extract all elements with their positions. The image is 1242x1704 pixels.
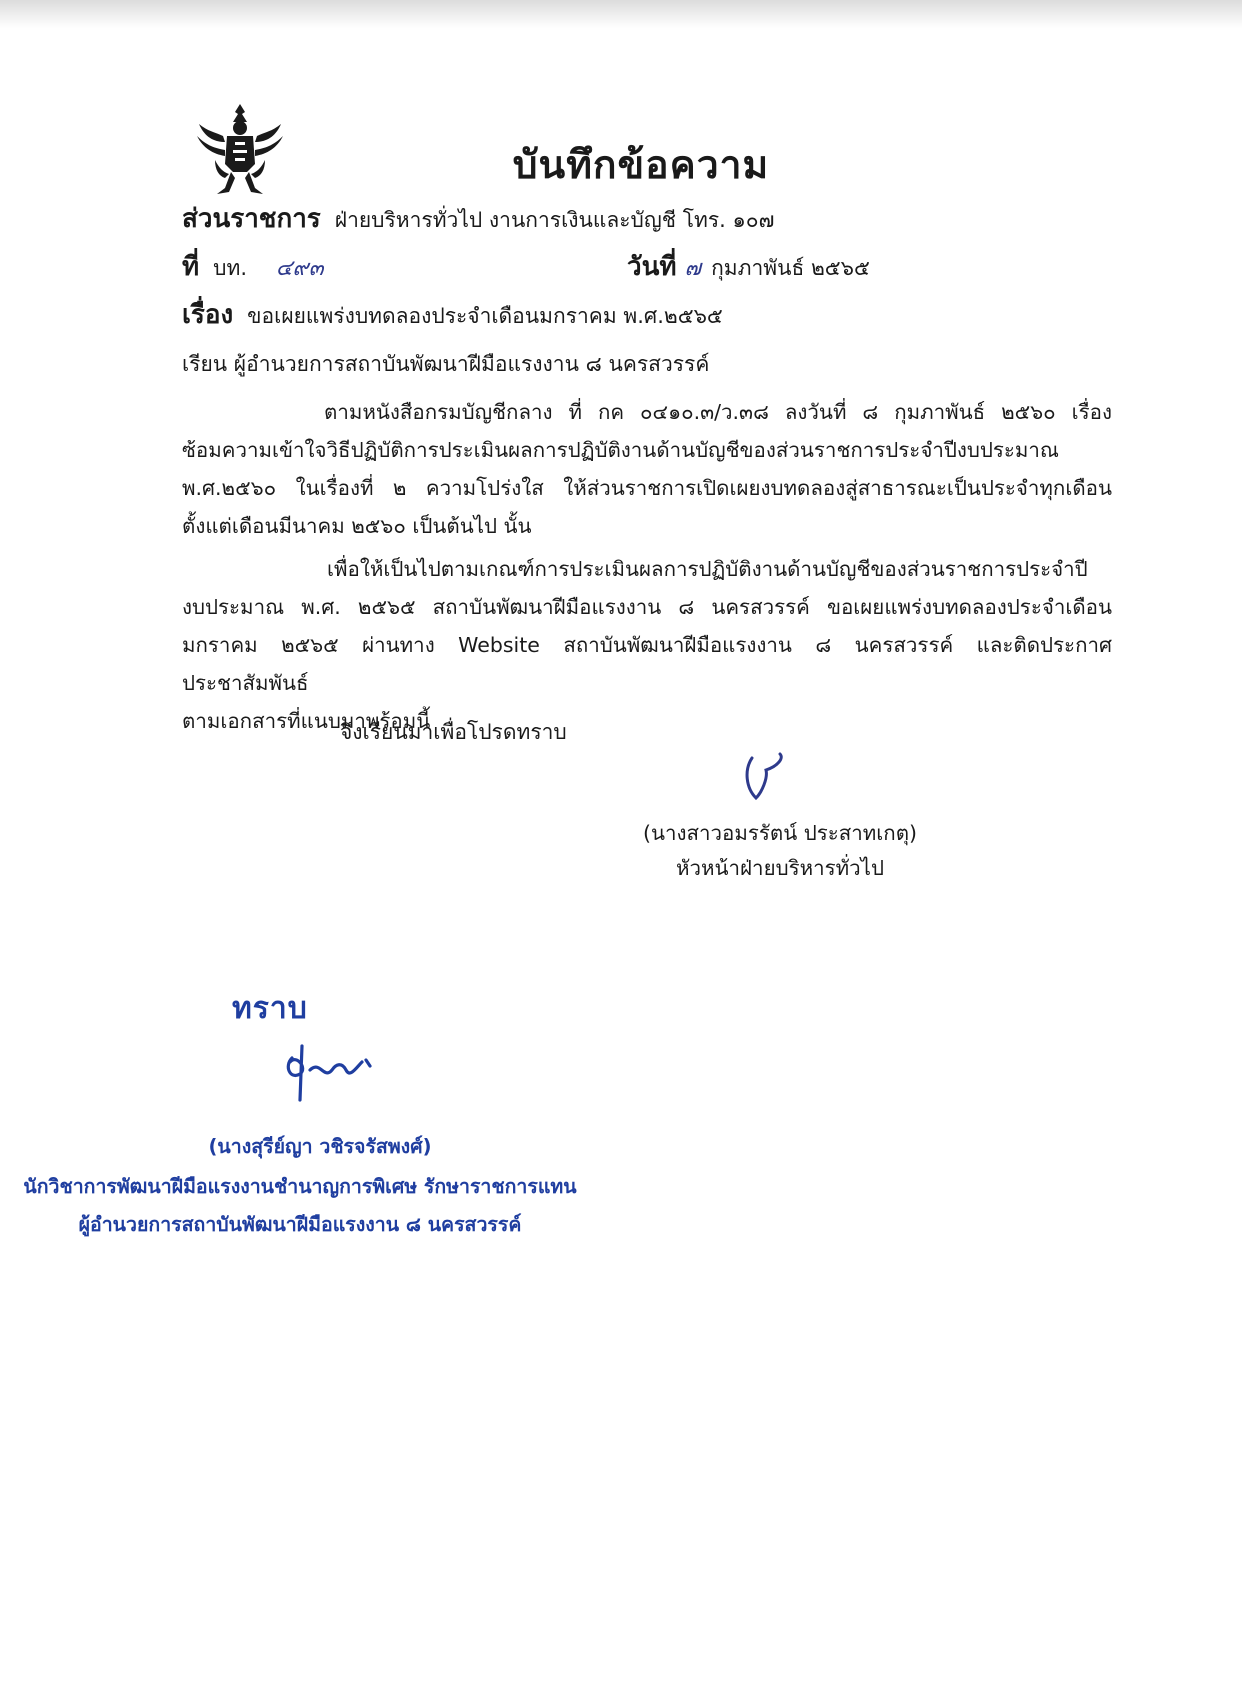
date-day-handwritten: ๗ [684,256,702,281]
agency-row [182,198,774,239]
subject-row [182,294,723,335]
memo-title: บันทึกข้อความ [512,143,770,188]
subject-label: เรื่อง [182,300,234,330]
body-paragraph-2 [182,550,1112,740]
signer-position: หัวหน้าฝ่ายบริหารทั่วไป [675,856,884,880]
reference-number-handwritten: ๔๙๓ [275,256,324,281]
paragraph-line: พ.ศ.๒๕๖๐ ในเรื่องที่ ๒ ความโปร่งใส ให้ส่วนราชการเปิดเผยงบทดลองสู่สาธารณะเป็นประจำทุกเดือน [182,476,1112,500]
subject-value: ขอเผยแพร่งบทดลองประจำเดือนมกราคม พ.ศ.๒๕๖๕ [247,304,723,328]
salutation: เรียน ผู้อำนวยการสถาบันพัฒนาฝีมือแรงงาน ๘ นครสวรรค์ [182,352,710,376]
date-label: วันที่ [627,252,677,282]
scan-edge-shadow [0,0,1242,28]
signer-name: (นางสาวอมรรัตน์ ประสาทเกตุ) [642,821,918,845]
paragraph-line: ตั้งแต่เดือนมีนาคม ๒๕๖๐ เป็นต้นไป นั้น [182,514,532,538]
acknowledger-position-2: ผู้อำนวยการสถาบันพัฒนาฝีมือแรงงาน ๘ นครสวรรค์ [78,1213,522,1236]
reference-row [182,246,324,287]
paragraph-line: ตามหนังสือกรมบัญชีกลาง ที่ กค ๐๔๑๐.๓/ว.๓๘ ลงวันที่ ๘ กุมภาพันธ์ ๒๕๖๐ เรื่อง [324,400,1112,424]
reference-prefix: บท. [213,256,247,280]
signer-block [590,816,970,886]
date-row [627,246,870,287]
paragraph-line: ซ้อมความเข้าใจวิธีปฏิบัติการประเมินผลการปฏิบัติงานด้านบัญชีของส่วนราชการประจำปีงบประมาณ [182,438,1059,462]
paragraph-line: มกราคม ๒๕๖๕ ผ่านทาง Website สถาบันพัฒนาฝีมือแรงงาน ๘ นครสวรรค์ และติดประกาศประชาสัมพันธ์ [182,633,1112,695]
agency-label: ส่วนราชการ [182,204,321,234]
paragraph-line: ตามเอกสารที่แนบมาพร้อมนี้ [182,709,431,733]
director-signature [280,1040,376,1110]
paragraph-line: งบประมาณ พ.ศ. ๒๕๖๕ สถาบันพัฒนาฝีมือแรงงาน ๘ นครสวรรค์ ขอเผยแพร่งบทดลองประจำเดือน [182,595,1112,619]
body-paragraph-1 [182,393,1112,545]
closing-line: จึงเรียนมาเพื่อโปรดทราบ [340,720,567,744]
acknowledger-position-1: นักวิชาการพัฒนาฝีมือแรงงานชำนาญการพิเศษ รักษาราชการแทน [23,1175,577,1198]
reference-label: ที่ [182,252,200,282]
acknowledged-stamp: ทราบ [232,991,308,1026]
agency-value: ฝ่ายบริหารทั่วไป งานการเงินและบัญชี โทร. ๑๐๗ [334,208,775,232]
handwritten-signature-mark [738,752,788,804]
acknowledger-name: (นางสุรีย์ญา วชิรจรัสพงศ์) [208,1135,432,1158]
paragraph-line: เพื่อให้เป็นไปตามเกณฑ์การประเมินผลการปฏิบัติงานด้านบัญชีของส่วนราชการประจำปี [327,557,1088,581]
date-month-year: กุมภาพันธ์ ๒๕๖๕ [711,256,870,280]
